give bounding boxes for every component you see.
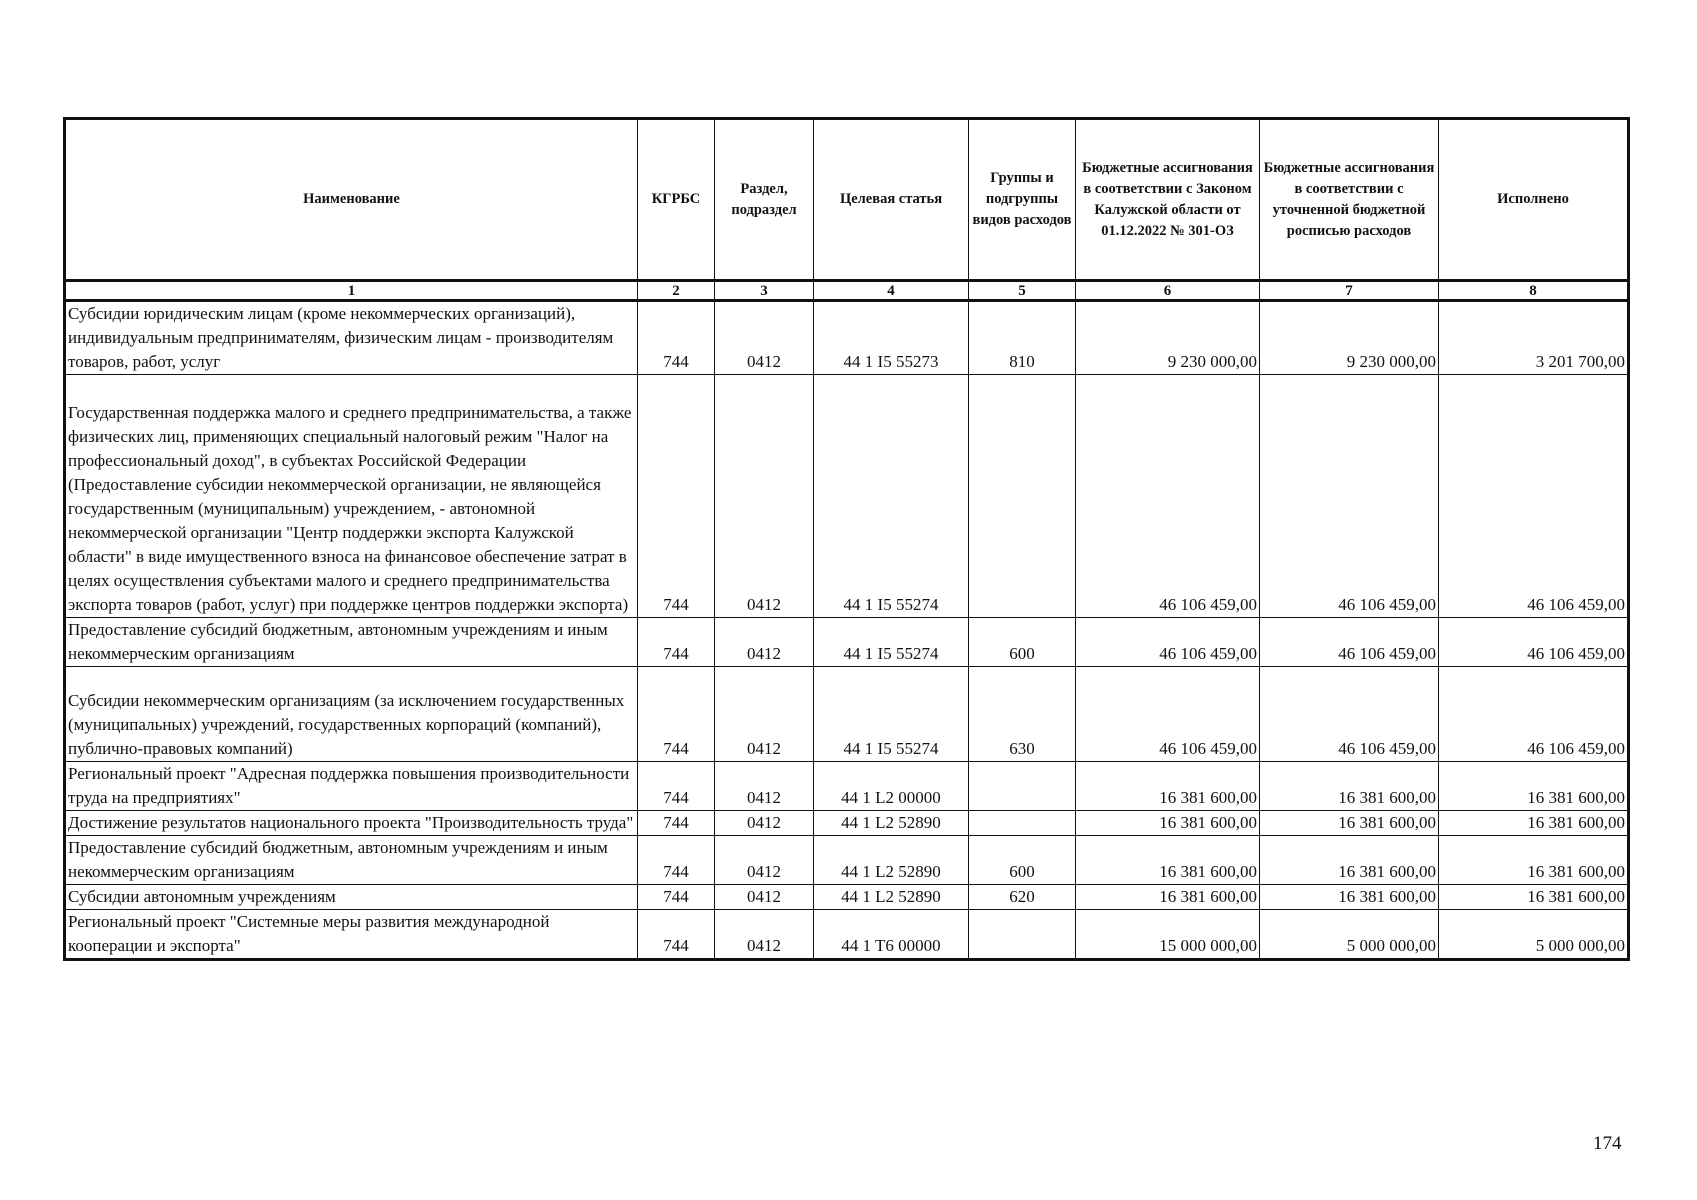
table-row: [65, 885, 1629, 910]
row-kgrbs: 744: [638, 811, 715, 836]
row-refined-amount: 16 381 600,00: [1260, 811, 1439, 836]
row-target: 44 1 I5 55274: [814, 375, 969, 618]
row-kgrbs: 744: [638, 910, 715, 960]
row-group: 600: [969, 836, 1076, 885]
row-kgrbs: 744: [638, 301, 715, 375]
row-kgrbs: 744: [638, 836, 715, 885]
table-row: [65, 762, 1629, 811]
row-name: Достижение результатов национального проекта "Производительность труда": [65, 811, 638, 836]
row-law-amount: 46 106 459,00: [1076, 375, 1260, 618]
row-section: 0412: [715, 375, 814, 618]
table-row: [65, 375, 1629, 618]
row-group: [969, 811, 1076, 836]
row-law-amount: 9 230 000,00: [1076, 301, 1260, 375]
row-refined-amount: 46 106 459,00: [1260, 667, 1439, 762]
row-group: [969, 762, 1076, 811]
column-number: 6: [1076, 281, 1260, 301]
row-executed-amount: 16 381 600,00: [1439, 836, 1629, 885]
row-law-amount: 16 381 600,00: [1076, 762, 1260, 811]
row-refined-amount: 46 106 459,00: [1260, 618, 1439, 667]
row-target: 44 1 L2 52890: [814, 885, 969, 910]
row-target: 44 1 L2 00000: [814, 762, 969, 811]
page-number: 174: [1593, 1133, 1622, 1154]
column-number: 1: [65, 281, 638, 301]
row-target: 44 1 I5 55274: [814, 618, 969, 667]
row-section: 0412: [715, 885, 814, 910]
row-target: 44 1 I5 55273: [814, 301, 969, 375]
row-kgrbs: 744: [638, 762, 715, 811]
table-row: [65, 811, 1629, 836]
row-refined-amount: 46 106 459,00: [1260, 375, 1439, 618]
row-name: Субсидии некоммерческим организациям (за исключением государственных (муниципальных) учреждений, государственных корпораций (компаний), публично-правовых компаний): [65, 667, 638, 762]
header-groups: Группы и подгруппы видов расходов: [969, 119, 1076, 281]
column-number: 3: [715, 281, 814, 301]
column-number: 5: [969, 281, 1076, 301]
column-number: 8: [1439, 281, 1629, 301]
column-number: 7: [1260, 281, 1439, 301]
row-section: 0412: [715, 762, 814, 811]
row-refined-amount: 16 381 600,00: [1260, 885, 1439, 910]
table-row: [65, 301, 1629, 375]
row-law-amount: 16 381 600,00: [1076, 885, 1260, 910]
row-kgrbs: 744: [638, 885, 715, 910]
row-section: 0412: [715, 910, 814, 960]
row-law-amount: 16 381 600,00: [1076, 836, 1260, 885]
row-section: 0412: [715, 667, 814, 762]
row-section: 0412: [715, 618, 814, 667]
table-row: [65, 667, 1629, 762]
table-row: [65, 910, 1629, 960]
row-executed-amount: 46 106 459,00: [1439, 618, 1629, 667]
row-name: Субсидии юридическим лицам (кроме некоммерческих организаций), индивидуальным предпринимателям, физическим лицам - производителям товаров, работ, услуг: [65, 301, 638, 375]
row-law-amount: 16 381 600,00: [1076, 811, 1260, 836]
row-executed-amount: 46 106 459,00: [1439, 667, 1629, 762]
header-target: Целевая статья: [814, 119, 969, 281]
row-target: 44 1 T6 00000: [814, 910, 969, 960]
row-law-amount: 15 000 000,00: [1076, 910, 1260, 960]
row-section: 0412: [715, 836, 814, 885]
row-group: [969, 910, 1076, 960]
header-kgrbs: КГРБС: [638, 119, 715, 281]
row-law-amount: 46 106 459,00: [1076, 618, 1260, 667]
row-group: 630: [969, 667, 1076, 762]
row-name: Государственная поддержка малого и среднего предпринимательства, а также физических лиц, применяющих специальный налоговый режим "Налог на профессиональный доход", в субъектах Российской Федерации (Предоставление субсидии некоммерческой организации, не являющейся государственным (муниципальным) учреждением, - автономной некоммерческой организации "Центр поддержки экспорта Калужской области" в виде имущественного взноса на финансовое обеспечение затрат в целях осуществления субъектами малого и среднего предпринимательства экспорта товаров (работ, услуг) при поддержке центров поддержки экспорта): [65, 375, 638, 618]
table-header-row: [65, 119, 1629, 281]
budget-table: [63, 117, 1630, 961]
row-section: 0412: [715, 301, 814, 375]
row-kgrbs: 744: [638, 375, 715, 618]
row-kgrbs: 744: [638, 667, 715, 762]
row-group: 810: [969, 301, 1076, 375]
row-group: [969, 375, 1076, 618]
row-refined-amount: 9 230 000,00: [1260, 301, 1439, 375]
row-executed-amount: 16 381 600,00: [1439, 811, 1629, 836]
row-name: Предоставление субсидий бюджетным, автономным учреждениям и иным некоммерческим организациям: [65, 618, 638, 667]
row-refined-amount: 5 000 000,00: [1260, 910, 1439, 960]
row-target: 44 1 I5 55274: [814, 667, 969, 762]
column-number: 4: [814, 281, 969, 301]
row-refined-amount: 16 381 600,00: [1260, 836, 1439, 885]
column-number: 2: [638, 281, 715, 301]
header-executed: Исполнено: [1439, 119, 1629, 281]
column-number-row: [65, 281, 1629, 301]
row-group: 620: [969, 885, 1076, 910]
row-law-amount: 46 106 459,00: [1076, 667, 1260, 762]
header-section: Раздел, подраздел: [715, 119, 814, 281]
row-name: Предоставление субсидий бюджетным, автономным учреждениям и иным некоммерческим организациям: [65, 836, 638, 885]
row-name: Региональный проект "Системные меры развития международной кооперации и экспорта": [65, 910, 638, 960]
table-row: [65, 836, 1629, 885]
row-executed-amount: 46 106 459,00: [1439, 375, 1629, 618]
row-refined-amount: 16 381 600,00: [1260, 762, 1439, 811]
row-name: Субсидии автономным учреждениям: [65, 885, 638, 910]
row-executed-amount: 16 381 600,00: [1439, 885, 1629, 910]
header-law: Бюджетные ассигнования в соответствии с Законом Калужской области от 01.12.2022 № 301-ОЗ: [1076, 119, 1260, 281]
row-name: Региональный проект "Адресная поддержка повышения производительности труда на предприятиях": [65, 762, 638, 811]
row-executed-amount: 16 381 600,00: [1439, 762, 1629, 811]
row-target: 44 1 L2 52890: [814, 811, 969, 836]
row-target: 44 1 L2 52890: [814, 836, 969, 885]
header-name: Наименование: [65, 119, 638, 281]
header-refined: Бюджетные ассигнования в соответствии с уточненной бюджетной росписью расходов: [1260, 119, 1439, 281]
row-executed-amount: 3 201 700,00: [1439, 301, 1629, 375]
table-row: [65, 618, 1629, 667]
row-executed-amount: 5 000 000,00: [1439, 910, 1629, 960]
row-section: 0412: [715, 811, 814, 836]
row-kgrbs: 744: [638, 618, 715, 667]
row-group: 600: [969, 618, 1076, 667]
